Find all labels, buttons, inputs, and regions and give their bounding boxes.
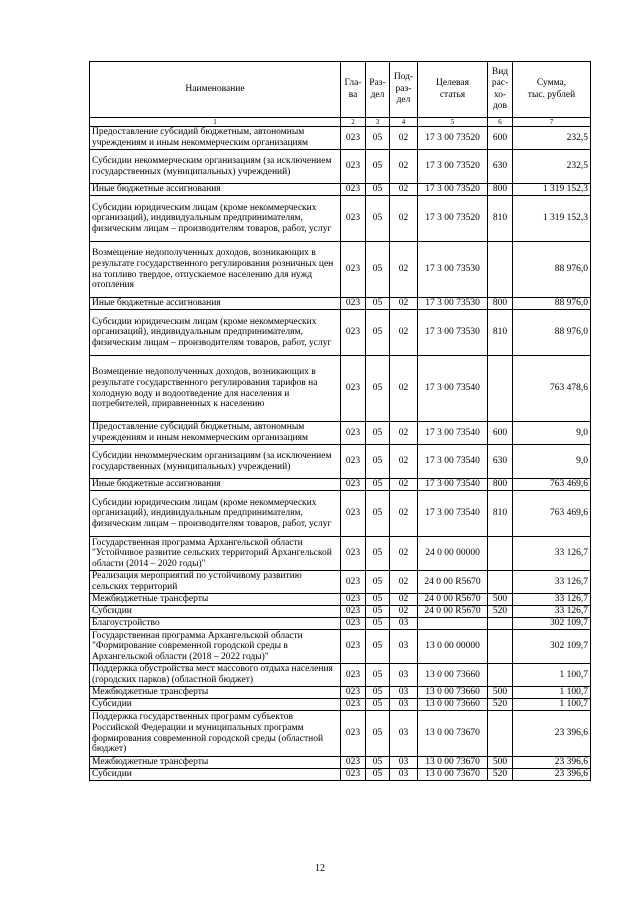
cell-razdel: 05 (366, 711, 390, 757)
cell-sum: 23 396,6 (513, 769, 591, 781)
cell-name: Межбюджетные трансферты (90, 687, 341, 699)
cell-glava: 023 (341, 491, 366, 537)
cell-sum: 88 976,0 (513, 310, 591, 356)
cell-podrazdel: 02 (390, 606, 418, 618)
table-row (90, 537, 591, 571)
cell-razdel: 05 (366, 242, 390, 298)
cell-sum: 33 126,7 (513, 537, 591, 571)
cell-sum: 88 976,0 (513, 242, 591, 298)
cell-glava: 023 (341, 127, 366, 150)
table-row (90, 184, 591, 196)
cell-name: Иные бюджетные ассигнования (90, 479, 341, 491)
cell-podrazdel: 03 (390, 687, 418, 699)
cell-podrazdel: 02 (390, 422, 418, 445)
cell-razdel: 05 (366, 491, 390, 537)
cell-vid (488, 242, 513, 298)
cell-podrazdel: 03 (390, 757, 418, 769)
cell-glava: 023 (341, 422, 366, 445)
budget-table (89, 61, 591, 781)
cell-podrazdel: 02 (390, 571, 418, 594)
cell-vid: 520 (488, 769, 513, 781)
column-number: 7 (513, 118, 591, 127)
cell-podrazdel: 02 (390, 298, 418, 310)
cell-razdel: 05 (366, 594, 390, 606)
cell-razdel: 05 (366, 310, 390, 356)
cell-vid: 810 (488, 196, 513, 242)
cell-name: Государственная программа Архангельской области "Устойчивое развитие сельских территорий Архангельской области (2014 – 2020 годы)" (90, 537, 341, 571)
cell-glava: 023 (341, 711, 366, 757)
cell-name: Реализация мероприятий по устойчивому развитию сельских территорий (90, 571, 341, 594)
cell-razdel: 05 (366, 445, 390, 479)
cell-podrazdel: 02 (390, 184, 418, 196)
column-number: 3 (366, 118, 390, 127)
cell-statya: 17 3 00 73520 (418, 150, 488, 184)
cell-sum: 232,5 (513, 127, 591, 150)
header-row (90, 62, 591, 118)
table-row (90, 242, 591, 298)
table-row (90, 571, 591, 594)
cell-statya: 24 0 00 R5670 (418, 571, 488, 594)
cell-statya: 13 0 00 73670 (418, 769, 488, 781)
table-row (90, 445, 591, 479)
cell-name: Государственная программа Архангельской области "Формирование современной городской среды в Архангельской области (2018 – 2022 годы)" (90, 630, 341, 664)
table-row (90, 630, 591, 664)
cell-glava: 023 (341, 594, 366, 606)
cell-name: Предоставление субсидий бюджетным, автономным учреждениям и иным некоммерческим организациям (90, 127, 341, 150)
table-row (90, 687, 591, 699)
cell-sum: 763 478,6 (513, 356, 591, 422)
table-row (90, 196, 591, 242)
cell-statya: 17 3 00 73540 (418, 445, 488, 479)
table-row (90, 664, 591, 687)
table-row (90, 618, 591, 630)
cell-podrazdel: 02 (390, 537, 418, 571)
cell-podrazdel: 02 (390, 196, 418, 242)
cell-name: Иные бюджетные ассигнования (90, 184, 341, 196)
cell-razdel: 05 (366, 769, 390, 781)
column-number: 2 (341, 118, 366, 127)
cell-razdel: 05 (366, 422, 390, 445)
cell-name: Возмещение недополученных доходов, возникающих в результате государственного регулирования тарифов на холодную воду и водоотведение для населения и потребителей, приравненных к населению (90, 356, 341, 422)
cell-statya: 24 0 00 R5670 (418, 606, 488, 618)
table-row (90, 127, 591, 150)
cell-name: Межбюджетные трансферты (90, 594, 341, 606)
table-row (90, 711, 591, 757)
cell-razdel: 05 (366, 757, 390, 769)
cell-podrazdel: 02 (390, 479, 418, 491)
header-podrazdel: Под- раз- дел (390, 62, 418, 118)
cell-sum: 1 100,7 (513, 687, 591, 699)
cell-razdel: 05 (366, 664, 390, 687)
cell-razdel: 05 (366, 630, 390, 664)
header-sum: Сумма, тыс. рублей (513, 62, 591, 118)
cell-statya: 17 3 00 73520 (418, 184, 488, 196)
cell-sum: 302 109,7 (513, 618, 591, 630)
cell-razdel: 05 (366, 356, 390, 422)
cell-statya: 24 0 00 R5670 (418, 594, 488, 606)
cell-name: Субсидии юридическим лицам (кроме некоммерческих организаций), индивидуальным предпринимателям, физическим лицам – производителям товаров, работ, услуг (90, 491, 341, 537)
cell-vid (488, 537, 513, 571)
table-row (90, 310, 591, 356)
cell-sum: 763 469,6 (513, 491, 591, 537)
header-razdel: Раз- дел (366, 62, 390, 118)
cell-podrazdel: 03 (390, 699, 418, 711)
table-row (90, 479, 591, 491)
cell-glava: 023 (341, 571, 366, 594)
cell-vid: 630 (488, 445, 513, 479)
column-number: 6 (488, 118, 513, 127)
header-name: Наименование (90, 62, 341, 118)
table-body (90, 127, 591, 781)
cell-glava: 023 (341, 196, 366, 242)
cell-vid (488, 711, 513, 757)
cell-name: Поддержка обустройства мест массового отдыха населения (городских парков) (областной бюджет) (90, 664, 341, 687)
cell-sum: 23 396,6 (513, 711, 591, 757)
cell-sum: 33 126,7 (513, 594, 591, 606)
cell-glava: 023 (341, 699, 366, 711)
cell-name: Субсидии юридическим лицам (кроме некоммерческих организаций), индивидуальным предпринимателям, физическим лицам – производителям товаров, работ, услуг (90, 310, 341, 356)
cell-razdel: 05 (366, 537, 390, 571)
cell-statya: 17 3 00 73540 (418, 491, 488, 537)
cell-razdel: 05 (366, 571, 390, 594)
cell-vid: 800 (488, 184, 513, 196)
cell-vid: 800 (488, 479, 513, 491)
cell-vid: 500 (488, 687, 513, 699)
cell-razdel: 05 (366, 687, 390, 699)
column-number: 1 (90, 118, 341, 127)
cell-glava: 023 (341, 356, 366, 422)
cell-vid (488, 571, 513, 594)
cell-podrazdel: 02 (390, 310, 418, 356)
cell-vid (488, 664, 513, 687)
table-row (90, 606, 591, 618)
table-row (90, 769, 591, 781)
table-row (90, 491, 591, 537)
cell-glava: 023 (341, 537, 366, 571)
page-number: 12 (315, 863, 325, 874)
cell-podrazdel: 03 (390, 630, 418, 664)
cell-podrazdel: 03 (390, 711, 418, 757)
cell-sum: 1 100,7 (513, 699, 591, 711)
cell-razdel: 05 (366, 298, 390, 310)
header-vid: Вид рас- хо- дов (488, 62, 513, 118)
cell-name: Субсидии некоммерческим организациям (за исключением государственных (муниципальных) учреждений) (90, 150, 341, 184)
cell-razdel: 05 (366, 479, 390, 491)
cell-sum: 1 319 152,3 (513, 184, 591, 196)
header-glava: Гла- ва (341, 62, 366, 118)
cell-glava: 023 (341, 310, 366, 356)
cell-sum: 9,0 (513, 445, 591, 479)
cell-glava: 023 (341, 184, 366, 196)
cell-glava: 023 (341, 298, 366, 310)
cell-statya: 17 3 00 73520 (418, 127, 488, 150)
cell-podrazdel: 02 (390, 445, 418, 479)
cell-vid (488, 618, 513, 630)
cell-statya: 17 3 00 73540 (418, 422, 488, 445)
header-statya: Целевая статья (418, 62, 488, 118)
cell-name: Субсидии (90, 769, 341, 781)
cell-sum: 232,5 (513, 150, 591, 184)
column-number: 5 (418, 118, 488, 127)
cell-razdel: 05 (366, 606, 390, 618)
cell-vid: 810 (488, 310, 513, 356)
cell-vid: 600 (488, 422, 513, 445)
cell-sum: 302 109,7 (513, 630, 591, 664)
cell-glava: 023 (341, 618, 366, 630)
cell-glava: 023 (341, 242, 366, 298)
cell-vid: 500 (488, 757, 513, 769)
cell-name: Субсидии (90, 699, 341, 711)
cell-razdel: 05 (366, 196, 390, 242)
cell-vid: 600 (488, 127, 513, 150)
cell-podrazdel: 03 (390, 664, 418, 687)
cell-podrazdel: 02 (390, 356, 418, 422)
cell-name: Возмещение недополученных доходов, возникающих в результате государственного регулирования розничных цен на топливо твердое, отпускаемое населению для нужд отопления (90, 242, 341, 298)
cell-vid (488, 356, 513, 422)
cell-name: Предоставление субсидий бюджетным, автономным учреждениям и иным некоммерческим организациям (90, 422, 341, 445)
cell-statya: 13 0 00 73660 (418, 687, 488, 699)
table-row (90, 699, 591, 711)
cell-name: Иные бюджетные ассигнования (90, 298, 341, 310)
cell-statya: 17 3 00 73540 (418, 479, 488, 491)
cell-statya: 24 0 00 00000 (418, 537, 488, 571)
cell-glava: 023 (341, 664, 366, 687)
table-row (90, 422, 591, 445)
cell-sum: 33 126,7 (513, 571, 591, 594)
cell-vid: 800 (488, 298, 513, 310)
cell-sum: 9,0 (513, 422, 591, 445)
cell-sum: 88 976,0 (513, 298, 591, 310)
cell-statya: 17 3 00 73530 (418, 242, 488, 298)
column-number-row (90, 118, 591, 127)
cell-sum: 1 319 152,3 (513, 196, 591, 242)
cell-razdel: 05 (366, 127, 390, 150)
cell-glava: 023 (341, 445, 366, 479)
cell-razdel: 05 (366, 184, 390, 196)
cell-vid: 810 (488, 491, 513, 537)
cell-razdel: 05 (366, 699, 390, 711)
cell-glava: 023 (341, 606, 366, 618)
cell-sum: 763 469,6 (513, 479, 591, 491)
cell-statya: 13 0 00 00000 (418, 630, 488, 664)
cell-name: Субсидии юридическим лицам (кроме некоммерческих организаций), индивидуальным предпринимателям, физическим лицам – производителям товаров, работ, услуг (90, 196, 341, 242)
cell-podrazdel: 02 (390, 127, 418, 150)
cell-name: Благоустройство (90, 618, 341, 630)
cell-podrazdel: 03 (390, 618, 418, 630)
cell-statya: 13 0 00 73670 (418, 757, 488, 769)
cell-podrazdel: 03 (390, 769, 418, 781)
cell-glava: 023 (341, 769, 366, 781)
cell-vid: 500 (488, 594, 513, 606)
column-number: 4 (390, 118, 418, 127)
table-row (90, 298, 591, 310)
cell-glava: 023 (341, 757, 366, 769)
cell-glava: 023 (341, 479, 366, 491)
cell-vid (488, 630, 513, 664)
cell-vid: 520 (488, 606, 513, 618)
cell-statya: 13 0 00 73670 (418, 711, 488, 757)
cell-statya: 17 3 00 73530 (418, 310, 488, 356)
cell-statya: 13 0 00 73660 (418, 664, 488, 687)
cell-vid: 520 (488, 699, 513, 711)
cell-name: Поддержка государственных программ субъектов Российской Федерации и муниципальных программ формирования современной городской среды (областной бюджет) (90, 711, 341, 757)
table-row (90, 150, 591, 184)
cell-podrazdel: 02 (390, 594, 418, 606)
cell-statya: 17 3 00 73540 (418, 356, 488, 422)
cell-sum: 1 100,7 (513, 664, 591, 687)
cell-sum: 23 396,6 (513, 757, 591, 769)
table-row (90, 757, 591, 769)
cell-statya: 17 3 00 73530 (418, 298, 488, 310)
cell-podrazdel: 02 (390, 491, 418, 537)
cell-sum: 33 126,7 (513, 606, 591, 618)
cell-glava: 023 (341, 687, 366, 699)
cell-razdel: 05 (366, 150, 390, 184)
cell-glava: 023 (341, 630, 366, 664)
cell-razdel: 05 (366, 618, 390, 630)
table-row (90, 594, 591, 606)
cell-name: Межбюджетные трансферты (90, 757, 341, 769)
cell-glava: 023 (341, 150, 366, 184)
cell-name: Субсидии (90, 606, 341, 618)
cell-statya: 17 3 00 73520 (418, 196, 488, 242)
cell-podrazdel: 02 (390, 150, 418, 184)
table-row (90, 356, 591, 422)
cell-vid: 630 (488, 150, 513, 184)
cell-statya: 13 0 00 73660 (418, 699, 488, 711)
cell-statya (418, 618, 488, 630)
cell-name: Субсидии некоммерческим организациям (за исключением государственных (муниципальных) учреждений) (90, 445, 341, 479)
cell-podrazdel: 02 (390, 242, 418, 298)
